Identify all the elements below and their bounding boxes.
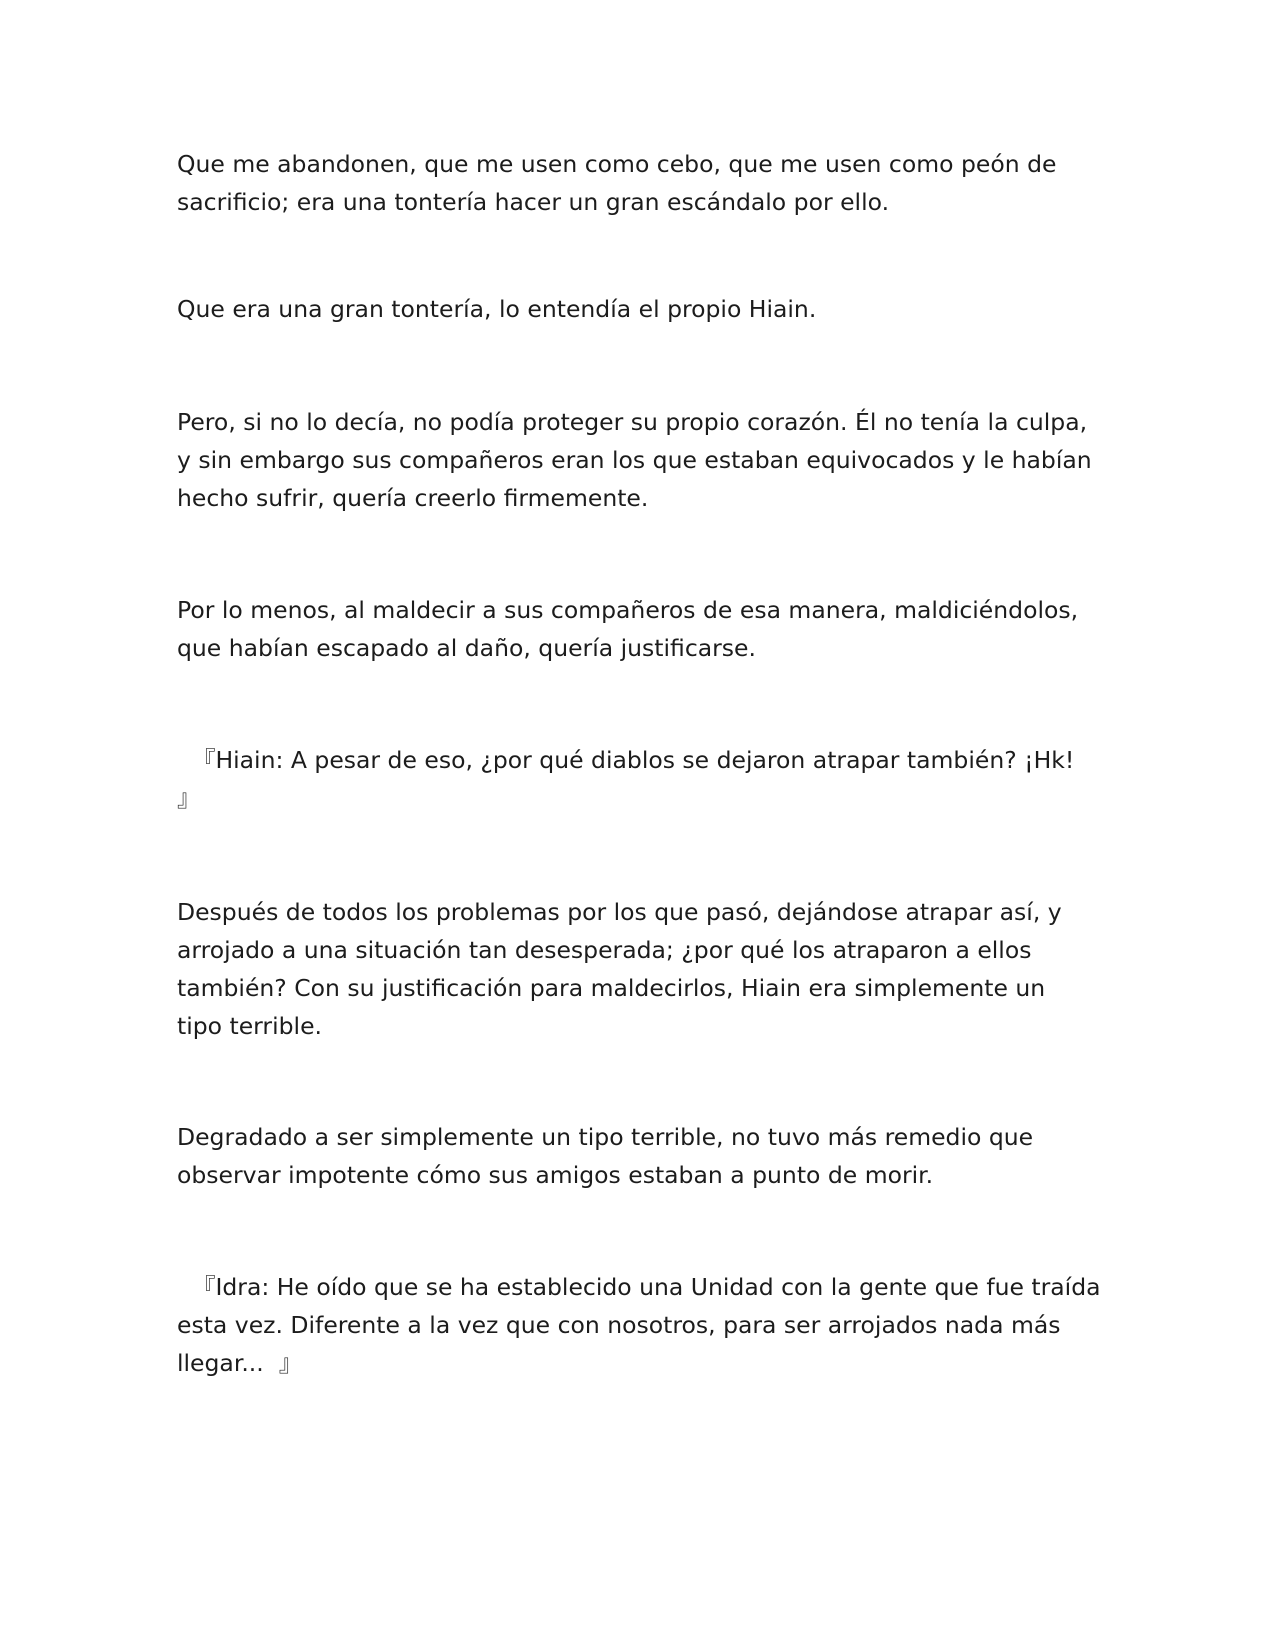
text-line: también? Con su justificación para maldecirlos, Hiain era simplemente un <box>177 974 1046 1002</box>
paragraph-6 <box>177 893 1107 1045</box>
text-line: Pero, si no lo decía, no podía proteger su propio corazón. Él no tenía la culpa, <box>177 408 1088 436</box>
text-line: observar impotente cómo sus amigos estaban a punto de morir. <box>177 1161 934 1189</box>
dialogue-line: 『Hiain: A pesar de eso, ¿por qué diablos se dejaron atrapar también? ¡Hk! <box>177 746 1075 774</box>
paragraph-7 <box>177 1118 1107 1194</box>
text-line: sacrificio; era una tontería hacer un gran escándalo por ello. <box>177 188 890 216</box>
text-line: Que me abandonen, que me usen como cebo, que me usen como peón de <box>177 150 1057 178</box>
dialogue-line: 『Idra: He oído que se ha establecido una Unidad con la gente que fue traída <box>177 1273 1101 1301</box>
text-line: hecho sufrir, quería creerlo firmemente. <box>177 484 649 512</box>
dialogue-line: llegar... 』 <box>177 1349 303 1377</box>
dialogue-line: 』 <box>177 784 201 812</box>
paragraph-5-dialogue-hiain <box>177 741 1107 817</box>
paragraph-8-dialogue-idra <box>177 1268 1107 1382</box>
paragraph-1 <box>177 145 1107 221</box>
text-line: arrojado a una situación tan desesperada; ¿por qué los atraparon a ellos <box>177 936 1032 964</box>
text-line: y sin embargo sus compañeros eran los que estaban equivocados y le habían <box>177 446 1092 474</box>
text-line: Por lo menos, al maldecir a sus compañeros de esa manera, maldiciéndolos, <box>177 596 1079 624</box>
paragraph-3 <box>177 403 1107 517</box>
paragraph-2 <box>177 290 1107 328</box>
text-line: tipo terrible. <box>177 1012 322 1040</box>
paragraph-4 <box>177 591 1107 667</box>
text-line: Después de todos los problemas por los que pasó, dejándose atrapar así, y <box>177 898 1062 926</box>
dialogue-line: esta vez. Diferente a la vez que con nosotros, para ser arrojados nada más <box>177 1311 1061 1339</box>
text-line: que habían escapado al daño, quería justificarse. <box>177 634 756 662</box>
text-line: Que era una gran tontería, lo entendía el propio Hiain. <box>177 295 817 323</box>
text-line: Degradado a ser simplemente un tipo terrible, no tuvo más remedio que <box>177 1123 1034 1151</box>
